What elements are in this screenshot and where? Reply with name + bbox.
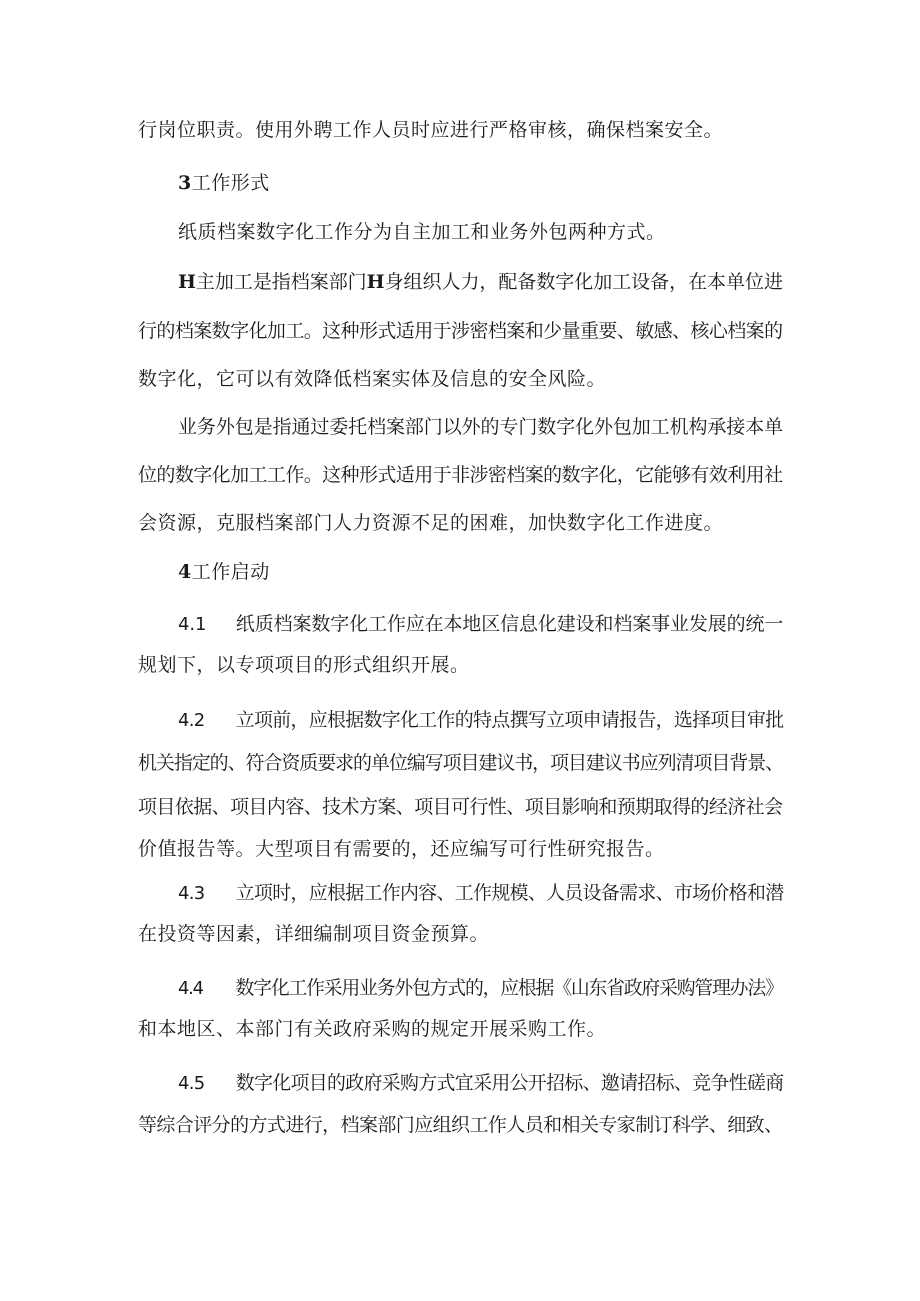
clause-4-4	[178, 975, 783, 1002]
paragraph-line: 位的数字化加工工作。这种形式适用于非涉密档案的数字化，它能够有效利用社	[138, 464, 783, 486]
section-heading-4	[178, 559, 270, 585]
text-run: 主加工是指档案部门	[195, 271, 367, 293]
clause-4-3	[178, 880, 783, 907]
section-title: 工作启动	[191, 561, 270, 583]
paragraph-line: 等综合评分的方式进行，档案部门应组织工作人员和相关专家制订科学、细致、	[138, 1114, 783, 1136]
paragraph-line: 行的档案数字化加工。这种形式适用于涉密档案和少量重要、敏感、核心档案的	[138, 320, 783, 342]
paragraph-line: 价值报告等。大型项目有需要的，还应编写可行性研究报告。	[138, 838, 665, 860]
section-number: 3	[178, 172, 192, 194]
clause-number: 4.5	[178, 1073, 205, 1094]
text-run: 数字化工作采用业务外包方式的，应根据《山东省政府采购管理办法》	[235, 977, 783, 999]
section-number: 4	[178, 561, 192, 583]
paragraph-line: 纸质档案数字化工作分为自主加工和业务外包两种方式。	[178, 221, 666, 243]
clause-number: 4.3	[178, 883, 205, 904]
paragraph-line: 业务外包是指通过委托档案部门以外的专门数字化外包加工机构承接本单	[178, 416, 784, 438]
text-run: 数字化项目的政府采购方式宜采用公开招标、邀请招标、竞争性磋商	[235, 1072, 784, 1094]
clause-4-2	[178, 707, 783, 734]
clause-4-5	[178, 1070, 783, 1097]
paragraph-line: 项目依据、项目内容、技术方案、项目可行性、项目影响和预期取得的经济社会	[138, 796, 783, 818]
section-heading-3	[178, 170, 270, 196]
text-run: 立项前，应根据数字化工作的特点撰写立项申请报告，选择项目审批	[235, 709, 784, 731]
ocr-glyph: H	[178, 271, 196, 293]
paragraph-line: 会资源，克服档案部门人力资源不足的困难，加快数字化工作进度。	[138, 512, 724, 534]
text-run: 身组织人力，配备数字化加工设备，在本单位进	[384, 271, 783, 293]
paragraph-line: 规划下，以专项项目的形式组织开展。	[138, 654, 470, 676]
text-run: 立项时，应根据工作内容、工作规模、人员设备需求、市场价格和潜	[235, 882, 784, 904]
paragraph-line: 在投资等因素，详细编制项目资金预算。	[138, 923, 490, 945]
paragraph-continuation: 行岗位职责。使用外聘工作人员时应进行严格审核，确保档案安全。	[138, 119, 724, 141]
paragraph-line: 数字化，它可以有效降低档案实体及信息的安全风险。	[138, 368, 607, 390]
paragraph-line	[178, 269, 783, 295]
text-run: 纸质档案数字化工作应在本地区信息化建设和档案事业发展的统一	[235, 613, 784, 635]
clause-number: 4.4	[178, 978, 203, 999]
paragraph-line: 和本地区、本部门有关政府采购的规定开展采购工作。	[138, 1018, 607, 1040]
clause-number: 4.2	[178, 710, 205, 731]
ocr-glyph: H	[366, 271, 385, 293]
section-title: 工作形式	[191, 172, 270, 194]
clause-number: 4.1	[178, 614, 207, 635]
paragraph-line: 机关指定的、符合资质要求的单位编写项目建议书，项目建议书应列清项目背景、	[138, 752, 784, 774]
clause-4-1	[178, 611, 783, 638]
